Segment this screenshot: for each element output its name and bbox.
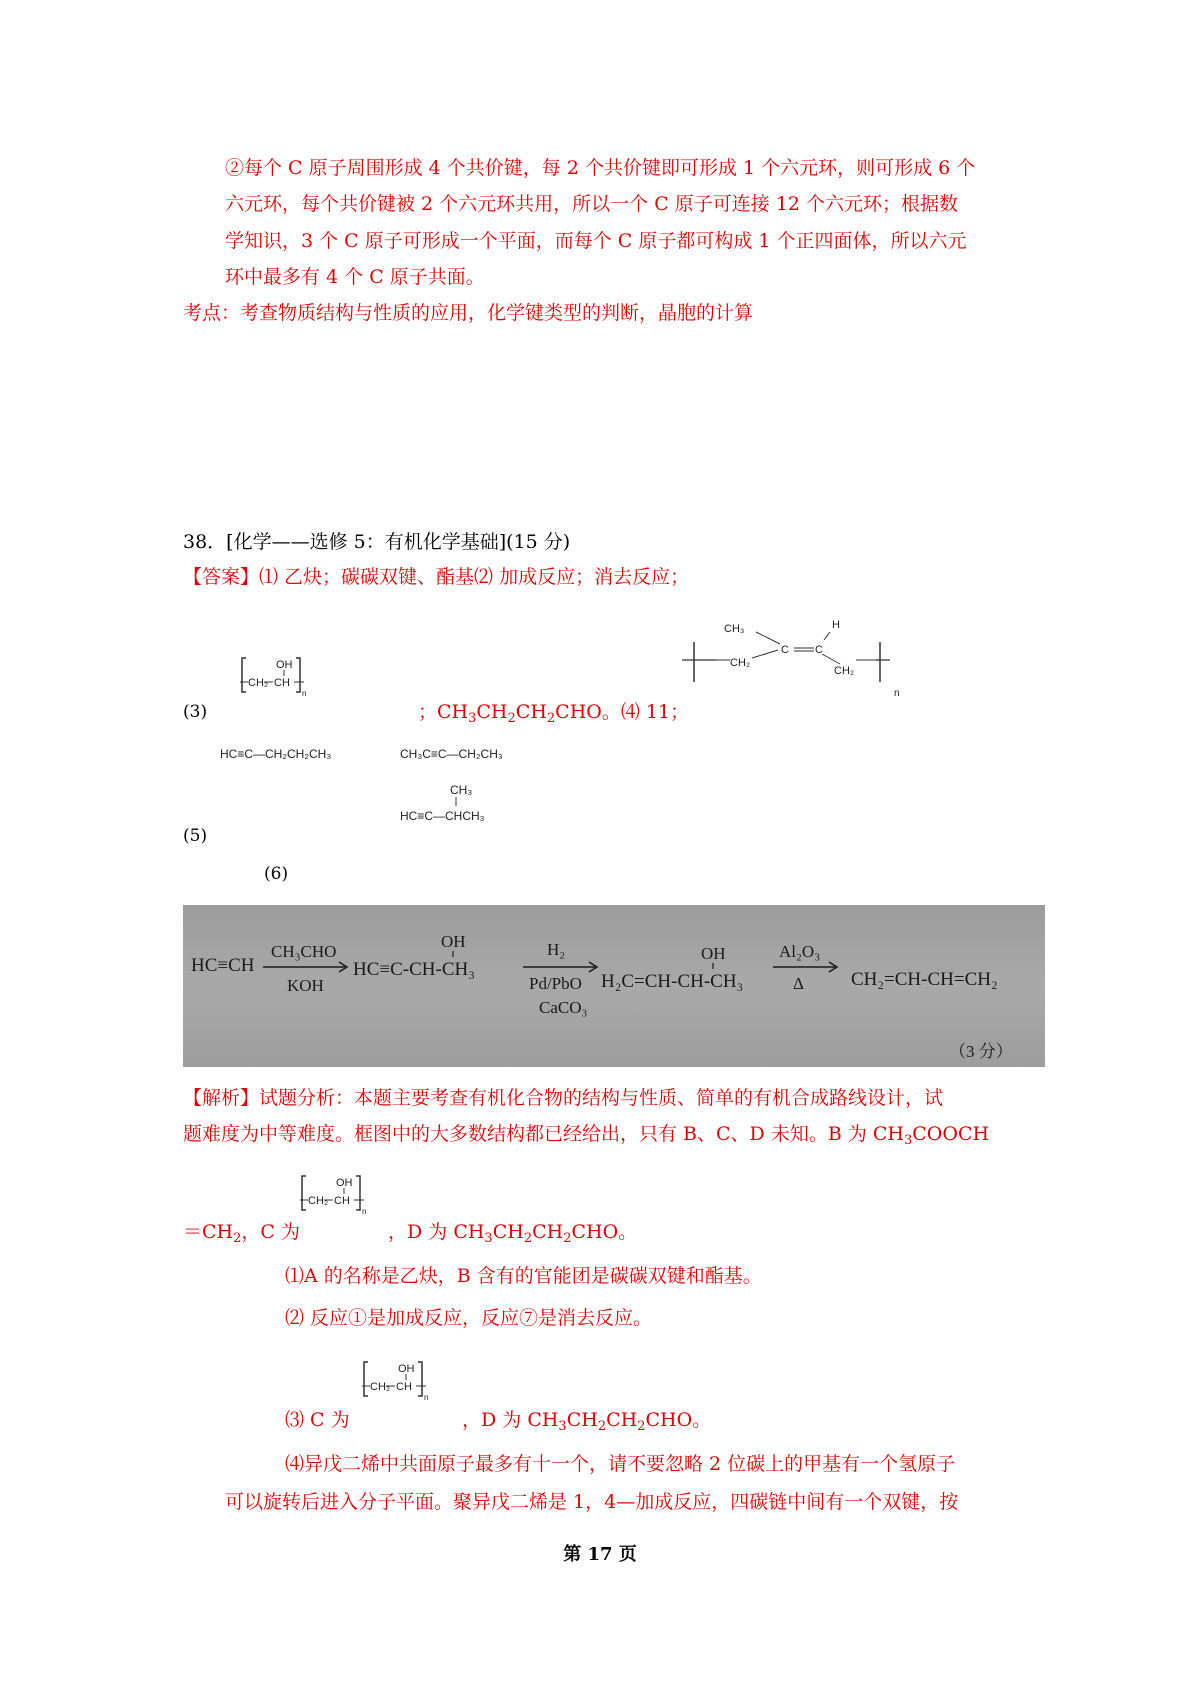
ch3-label: CH₃ — [724, 623, 745, 635]
h-label: H — [832, 619, 840, 631]
synthesis-route-image — [183, 905, 1045, 1067]
kaodian-line: 考点：考查物质结构与性质的应用，化学键类型的判断，晶胞的计算 — [183, 302, 754, 324]
polyisoprene-structure — [680, 610, 910, 710]
analysis-text: CHO。 — [571, 1221, 638, 1243]
analysis-text: ，D 为 CH — [388, 1221, 485, 1243]
analysis-item: ⑴A 的名称是乙炔，B 含有的官能团是碳碳双键和酯基。 — [285, 1265, 762, 1287]
oh-label: OH — [336, 1177, 353, 1189]
n-label: n — [894, 688, 900, 699]
route-score: （3 分） — [949, 1042, 1013, 1061]
analysis-text: ，D 为 CH — [462, 1409, 559, 1431]
question-title: 38．[化学——选修 5：有机化学基础](15 分) — [183, 531, 571, 553]
route-condition: KOH — [287, 976, 324, 995]
paragraph-line: 环中最多有 4 个 C 原子共面。 — [225, 266, 485, 288]
formula-part: CHO。⑷ 11； — [555, 701, 690, 723]
ch-label: CH — [334, 1195, 350, 1207]
isomer-formula: CH₃C≡C—CH₂CH₃ — [400, 747, 503, 761]
analysis-text: ，C 为 — [241, 1221, 300, 1243]
paragraph-line: 六元环，每个共价键被 2 个六元环共用，所以一个 C 原子可连接 12 个六元环；根据数 — [225, 193, 959, 215]
analysis-item: ⑵ 反应①是加成反应，反应⑦是消去反应。 — [285, 1307, 653, 1329]
route-oh: OH — [701, 944, 726, 963]
analysis-item: ，D 为 $CH_3CH_2CH_2CHO$。 — [462, 1409, 712, 1434]
item-label: (3) — [183, 702, 208, 722]
route-reagent: Al₂O₃ — [779, 942, 821, 961]
analysis-line: ，D 为 $CH_3CH_2CH_2CHO$。 — [388, 1221, 638, 1246]
ch-label: CH — [274, 677, 290, 689]
analysis-text: CH — [606, 1409, 638, 1431]
isomer-formula: HC≡C—CH₂CH₂CH₃ — [220, 747, 332, 761]
polymer-c-structure — [300, 1166, 370, 1218]
analysis-text: CH — [492, 1221, 524, 1243]
analysis-text: CH — [532, 1221, 564, 1243]
analysis-line — [183, 1086, 943, 1110]
analysis-line: $=CH_2$，C 为 — [183, 1221, 300, 1246]
ch2-label: CH₂ — [308, 1195, 329, 1207]
formula-part: CH — [515, 701, 547, 723]
analysis-item — [285, 1408, 350, 1432]
n-label: n — [302, 689, 307, 698]
route-substance: HC≡C-CH-CH₃ — [353, 959, 475, 980]
route-substance: H₂C=CH-CH-CH₃ — [601, 971, 744, 992]
ch2-label: CH₂ — [834, 665, 855, 677]
analysis-line: 题难度为中等难度。框图中的大多数结构都已经给出，只有 B、C、D 未知。B 为 $CH_3COOCH$ — [183, 1123, 990, 1148]
item-label: (6) — [264, 864, 289, 884]
c-label: C — [781, 644, 789, 656]
c-label: C — [815, 644, 823, 656]
analysis-tag: 【解析】 — [183, 1087, 260, 1109]
route-condition: CaCO₃ — [539, 998, 588, 1017]
route-substance: CH₂=CH-CH=CH₂ — [851, 969, 998, 990]
route-reagent: H₂ — [547, 940, 566, 959]
analysis-text: 题难度为中等难度。框图中的大多数结构都已经给出，只有 B、C、D 未知。B 为 CH — [183, 1123, 904, 1145]
polymer-c-structure — [362, 1352, 432, 1404]
ch2-label: CH₂ — [730, 657, 751, 669]
answer-item3-text: ；$CH_3CH_2CH_2CHO$。⑷ 11； — [418, 701, 690, 726]
ch2-label: CH₂ — [370, 1381, 391, 1393]
oh-label: OH — [398, 1363, 415, 1375]
formula-part: ；CH — [418, 701, 469, 723]
analysis-text: ＝CH — [183, 1221, 234, 1243]
analysis-text: 试题分析：本题主要考查有机化合物的结构与性质、简单的有机合成路线设计，试 — [259, 1087, 944, 1109]
ch2-label: CH₂ — [248, 677, 269, 689]
formula-part: CH — [476, 701, 508, 723]
page-number: 第 17 页 — [563, 1544, 637, 1565]
isomer-structure — [400, 782, 560, 830]
analysis-text: CHO。 — [645, 1409, 712, 1431]
analysis-item: 可以旋转后进入分子平面。聚异戊二烯是 1，4—加成反应，四碳链中间有一个双键，按 — [225, 1491, 959, 1513]
route-oh: OH — [441, 932, 466, 951]
route-reagent: CH₃CHO — [271, 942, 337, 961]
analysis-text: ⑶ C 为 — [285, 1409, 350, 1431]
route-condition: Pd/PbO — [529, 974, 582, 993]
n-label: n — [424, 1393, 429, 1402]
ch-label: CH — [396, 1381, 412, 1393]
answer-tag: 【答案】 — [183, 566, 260, 588]
route-condition: Δ — [793, 974, 804, 993]
item-label: (5) — [183, 826, 208, 846]
polymer-c-structure — [240, 648, 310, 700]
analysis-item: ⑷异戊二烯中共面原子最多有十一个，请不要忽略 2 位碳上的甲基有一个氢原子 — [285, 1453, 956, 1475]
paragraph-line: ②每个 C 原子周围形成 4 个共价键，每 2 个共价键即可形成 1 个六元环，则可形成 6 个 — [225, 157, 976, 179]
answer-line — [183, 565, 689, 589]
n-label: n — [362, 1207, 367, 1216]
isomer-structure — [220, 742, 380, 766]
analysis-text: CH — [566, 1409, 598, 1431]
answer-text: ⑴ 乙炔；碳碳双键、酯基⑵ 加成反应；消去反应； — [259, 566, 690, 588]
isomer-branch: CH₃ — [450, 783, 473, 797]
paragraph-line: 学知识，3 个 C 原子可形成一个平面，而每个 C 原子都可构成 1 个正四面体，所以六元 — [225, 230, 967, 252]
route-substance: HC≡CH — [191, 955, 255, 976]
isomer-structure — [400, 742, 560, 766]
oh-label: OH — [276, 659, 293, 671]
isomer-formula: HC≡C—CHCH₃ — [400, 809, 485, 823]
analysis-text: COOCH — [912, 1123, 990, 1145]
